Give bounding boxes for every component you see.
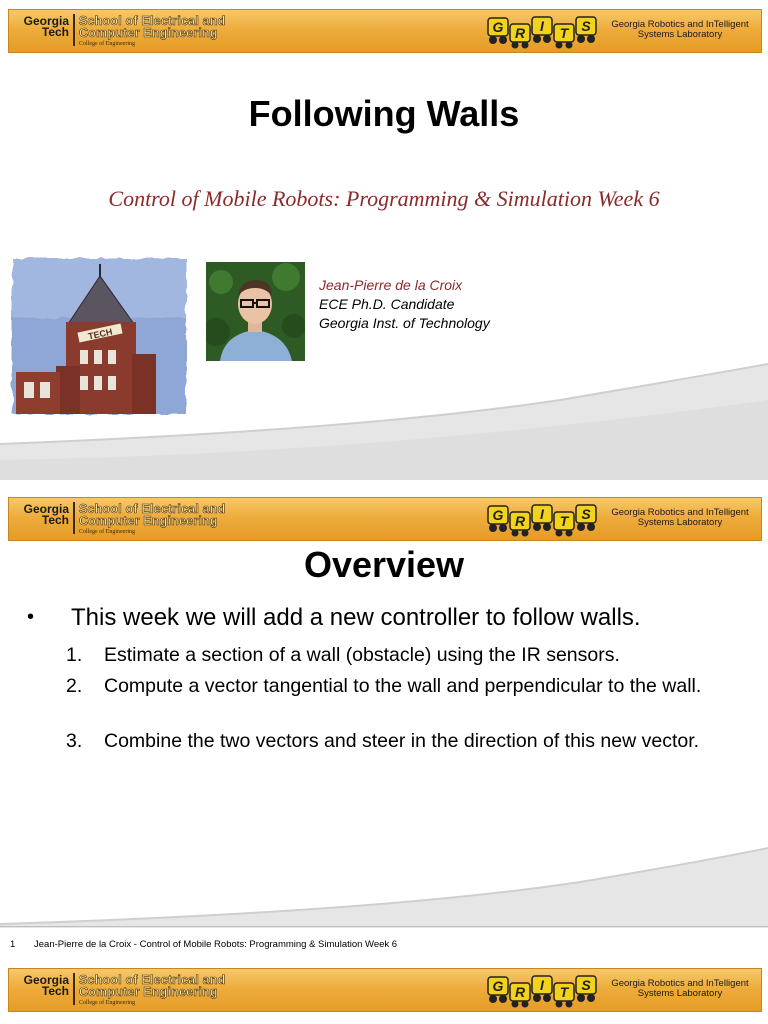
bullet-text: This week we will add a new controller to follow walls.	[71, 604, 641, 631]
step-text: Combine the two vectors and steer in the direction of this new vector.	[104, 730, 700, 752]
step-number: 2.	[66, 675, 83, 697]
step-text: Compute a vector tangential to the wall and perpendicular to the wall.	[104, 675, 702, 697]
logo-divider	[73, 14, 75, 46]
decorative-swoosh	[0, 838, 768, 928]
svg-text:T: T	[559, 25, 569, 41]
svg-text:S: S	[581, 977, 591, 993]
lab-name: Georgia Robotics and InTelligent Systems Laboratory	[611, 19, 749, 40]
logo-divider	[73, 502, 75, 534]
bullet-marker: •	[27, 606, 35, 628]
presenter-institution: Georgia Inst. of Technology	[319, 315, 490, 331]
slide-footer	[0, 926, 768, 966]
step-text: Estimate a section of a wall (obstacle) using the IR sensors.	[104, 644, 620, 666]
georgia-tech-logo: Georgia Tech	[23, 973, 69, 998]
slide-gap	[0, 480, 768, 488]
grits-car-s	[576, 976, 596, 1002]
georgia-tech-logo: Georgia Tech	[23, 14, 69, 39]
grits-car-i	[532, 17, 552, 43]
grits-car-i	[532, 976, 552, 1002]
svg-text:G: G	[492, 978, 504, 994]
grits-logo	[487, 501, 599, 537]
college-name: College of Engineering	[79, 1000, 135, 1006]
logo-divider	[73, 973, 75, 1005]
slide-title: Overview	[303, 544, 465, 585]
grits-logo	[487, 13, 599, 49]
lab-name: Georgia Robotics and InTelligent Systems Laboratory	[611, 978, 749, 999]
svg-text:R: R	[514, 513, 526, 529]
grits-car-i	[532, 505, 552, 531]
grits-car-r	[510, 24, 530, 49]
grits-car-s	[576, 17, 596, 43]
grits-car-t	[554, 983, 574, 1008]
school-name: School of Electrical and Computer Engineering	[79, 973, 226, 999]
presenter-photo	[206, 262, 305, 361]
grits-car-t	[554, 24, 574, 49]
grits-car-g	[488, 506, 508, 532]
svg-text:R: R	[514, 25, 526, 41]
step-number: 3.	[66, 730, 83, 752]
overview-slide	[0, 488, 768, 1024]
svg-text:G: G	[492, 507, 504, 523]
svg-text:T: T	[559, 513, 569, 529]
step-number: 1.	[66, 644, 83, 666]
title-slide	[0, 0, 768, 480]
grits-logo	[487, 972, 599, 1008]
grits-car-g	[488, 18, 508, 44]
tower-sign: TECH	[87, 326, 114, 342]
school-name: School of Electrical and Computer Engineering	[79, 502, 226, 528]
grits-car-t	[554, 512, 574, 537]
school-name: School of Electrical and Computer Engineering	[79, 14, 226, 40]
svg-text:S: S	[581, 18, 591, 34]
footer-text: Jean-Pierre de la Croix - Control of Mobile Robots: Programming & Simulation Week 6	[34, 939, 398, 950]
svg-text:I: I	[540, 18, 544, 34]
svg-text:I: I	[540, 977, 544, 993]
college-name: College of Engineering	[79, 529, 135, 535]
slide-subtitle: Control of Mobile Robots: Programming & Simulation Week 6	[108, 186, 660, 211]
header-banner	[8, 497, 762, 541]
college-name: College of Engineering	[79, 41, 135, 47]
svg-text:R: R	[514, 984, 526, 1000]
presenter-name: Jean-Pierre de la Croix	[319, 277, 463, 293]
presenter-info	[319, 276, 490, 333]
svg-text:G: G	[492, 19, 504, 35]
grits-car-g	[488, 977, 508, 1003]
next-slide-header-banner	[8, 968, 762, 1012]
header-banner	[8, 9, 762, 53]
slide-title: Following Walls	[248, 93, 520, 134]
decorative-swoosh	[0, 360, 768, 480]
page-number: 1	[10, 939, 16, 950]
grits-car-s	[576, 505, 596, 531]
presenter-role: ECE Ph.D. Candidate	[319, 296, 455, 312]
svg-text:I: I	[540, 506, 544, 522]
grits-car-r	[510, 512, 530, 537]
svg-text:S: S	[581, 506, 591, 522]
footer-divider	[0, 926, 768, 927]
georgia-tech-logo: Georgia Tech	[23, 502, 69, 527]
lab-name: Georgia Robotics and InTelligent Systems Laboratory	[611, 507, 749, 528]
grits-car-r	[510, 983, 530, 1008]
svg-text:T: T	[559, 984, 569, 1000]
